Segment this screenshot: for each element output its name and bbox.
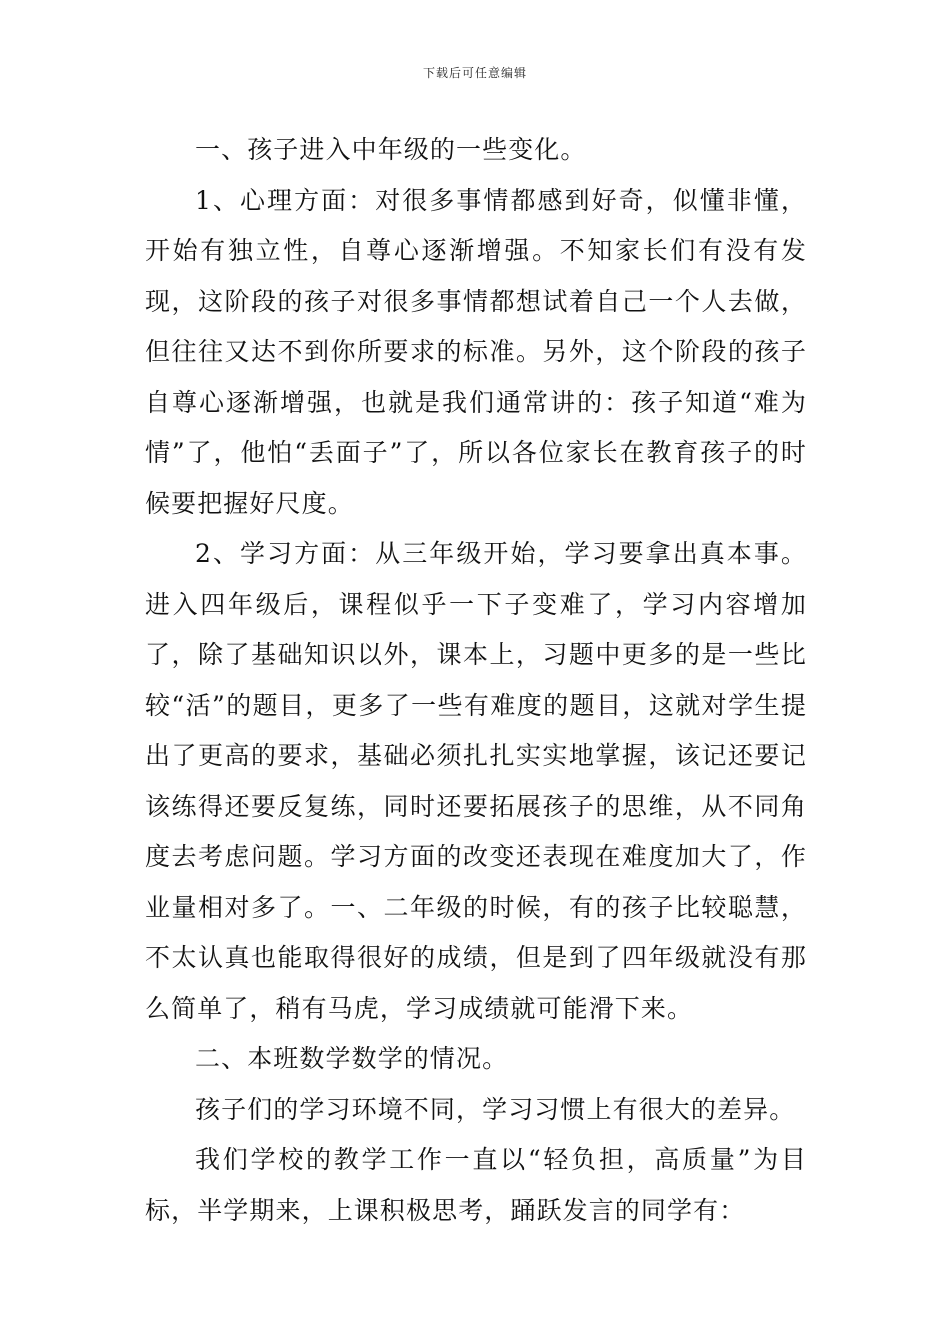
paragraph-study: 2、学习方面：从三年级开始，学习要拿出真本事。进入四年级后，课程似乎一下子变难了，学习内容增加了，除了基础知识以外，课本上，习题中更多的是一些比较“活”的题目，更多了一些有难度的题目，这就对学生提出了更高的要求，基础必须扎扎实实地掌握，该记还要记该练得还要反复练，同时还要拓展孩子的思维，从不同角度去考虑问题。学习方面的改变还表现在难度加大了，作业量相对多了。一、二年级的时候，有的孩子比较聪慧，不太认真也能取得很好的成绩，但是到了四年级就没有那么简单了，稍有马虎，学习成绩就可能滑下来。	[145, 539, 807, 1023]
page-header: 下载后可任意编辑	[422, 66, 527, 80]
paragraph-psychology: 1、心理方面：对很多事情都感到好奇，似懂非懂，开始有独立性，自尊心逐渐增强。不知家长们有没有发现，这阶段的孩子对很多事情都想试着自己一个人去做，但往往又达不到你所要求的标准。另外，这个阶段的孩子自尊心逐渐增强，也就是我们通常讲的：孩子知道“难为情”了，他怕“丢面子”了，所以各位家长在教育孩子的时候要把握好尺度。	[145, 185, 807, 518]
section-heading-2: 二、本班数学数学的情况。	[195, 1044, 509, 1073]
document-body	[145, 125, 807, 1236]
section-heading-1: 一、孩子进入中年级的一些变化。	[195, 135, 587, 164]
paragraph-environment: 孩子们的学习环境不同，学习习惯上有很大的差异。	[195, 1094, 796, 1124]
paragraph-school-goal: 我们学校的教学工作一直以“轻负担，高质量”为目标，半学期来，上课积极思考，踊跃发言的同学有：	[145, 1145, 807, 1225]
